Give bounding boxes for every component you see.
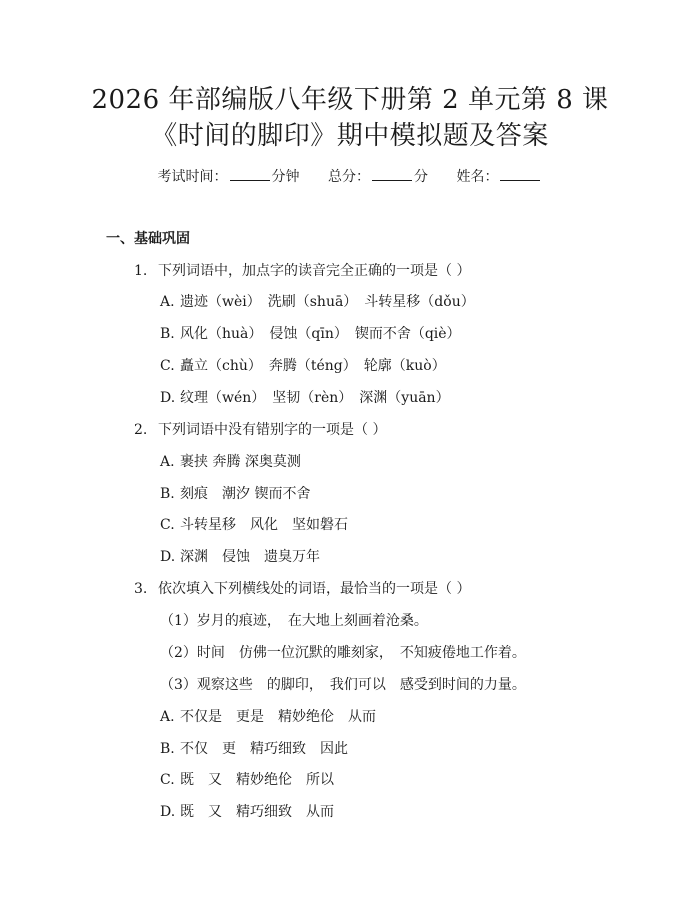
- q3-sub-3: （3）观察这些 的脚印， 我们可以 感受到时间的力量。: [160, 677, 526, 693]
- option-text: 不仅 更 精巧细致 因此: [180, 741, 348, 757]
- q3-sub-1: （1）岁月的痕迹， 在大地上刻画着沧桑。: [160, 613, 428, 629]
- option-label: C.: [160, 358, 175, 374]
- option-label: D.: [160, 804, 176, 820]
- q3-option-a: [160, 707, 376, 727]
- option-text: 矗立（chù） 奔腾（téng） 轮廓（kuò）: [180, 358, 446, 374]
- question-1: [134, 261, 470, 281]
- q3-sub-2: （2）时间 仿佛一位沉默的雕刻家， 不知疲倦地工作着。: [160, 645, 526, 661]
- question-3: [134, 579, 470, 599]
- option-label: D.: [160, 390, 176, 406]
- option-text: 不仅是 更是 精妙绝伦 从而: [180, 709, 376, 725]
- page-title-line-2: 《时间的脚印》期中模拟题及答案: [151, 121, 549, 151]
- option-label: B.: [160, 741, 175, 757]
- name-field: [456, 169, 542, 185]
- name-blank: [500, 168, 540, 181]
- option-text: 裹挟 奔腾 深奥莫测: [180, 454, 301, 470]
- option-label: C.: [160, 517, 175, 533]
- time-field: [158, 169, 304, 185]
- q2-option-d: [160, 547, 320, 567]
- time-unit: 分钟: [271, 169, 300, 185]
- q1-option-b: [160, 324, 461, 344]
- option-text: 深渊 侵蚀 遗臭万年: [180, 549, 320, 565]
- option-label: B.: [160, 486, 175, 502]
- q3-option-c: [160, 770, 334, 790]
- q2-option-b: [160, 484, 310, 504]
- option-label: A.: [160, 454, 175, 470]
- question-stem: 下列词语中，加点字的读音完全正确的一项是（ ）: [158, 263, 471, 279]
- question-number: 1.: [134, 263, 148, 279]
- option-label: D.: [160, 549, 176, 565]
- option-text: 既 又 精妙绝伦 所以: [180, 772, 334, 788]
- option-text: 刻痕 潮汐 锲而不舍: [180, 486, 311, 502]
- option-label: B.: [160, 326, 175, 342]
- score-field: [328, 169, 432, 185]
- question-number: 3.: [134, 581, 148, 597]
- score-blank: [372, 168, 412, 181]
- q3-option-d: [160, 802, 334, 822]
- question-number: 2.: [134, 422, 148, 438]
- page-title-line-1: 2026 年部编版八年级下册第 2 单元第 8 课: [91, 85, 609, 115]
- option-text: 遗迹（wèi） 洗刷（shuā） 斗转星移（dǒu）: [180, 294, 475, 310]
- option-label: A.: [160, 294, 175, 310]
- question-stem: 下列词语中没有错别字的一项是（ ）: [158, 422, 387, 438]
- q2-option-c: [160, 515, 348, 535]
- q1-option-a: [160, 292, 475, 312]
- option-label: A.: [160, 709, 175, 725]
- score-label: 总分：: [328, 169, 370, 185]
- option-label: C.: [160, 772, 175, 788]
- q1-option-d: [160, 388, 450, 408]
- score-unit: 分: [414, 169, 428, 185]
- option-text: 纹理（wén） 坚韧（rèn） 深渊（yuān）: [180, 390, 450, 406]
- time-label: 考试时间：: [157, 169, 228, 185]
- exam-meta: [0, 167, 700, 187]
- section-title: 一、基础巩固: [106, 231, 190, 247]
- q3-option-b: [160, 739, 348, 759]
- option-text: 斗转星移 风化 坚如磐石: [180, 517, 348, 533]
- time-blank: [230, 168, 270, 181]
- q1-option-c: [160, 356, 446, 376]
- question-2: [134, 420, 386, 440]
- option-text: 风化（huà） 侵蚀（qīn） 锲而不舍（qiè）: [180, 326, 461, 342]
- question-stem: 依次填入下列横线处的词语，最恰当的一项是（ ）: [158, 581, 471, 597]
- q2-option-a: [160, 452, 301, 472]
- option-text: 既 又 精巧细致 从而: [180, 804, 334, 820]
- name-label: 姓名：: [456, 169, 499, 185]
